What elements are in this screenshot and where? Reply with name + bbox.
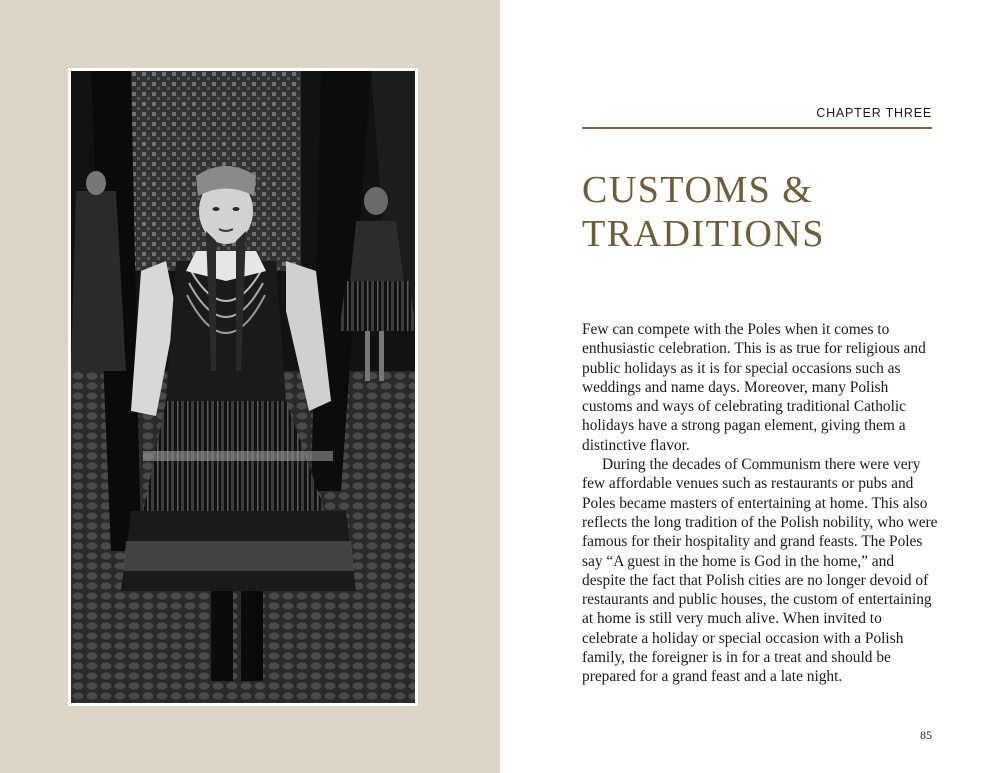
folk-costume-photo — [71, 71, 415, 703]
right-page — [500, 0, 1000, 773]
chapter-title-line-2: TRADITIONS — [582, 213, 825, 255]
photo-frame — [68, 68, 418, 706]
chapter-label: CHAPTER THREE — [816, 106, 932, 120]
chapter-rule — [582, 127, 932, 129]
chapter-title — [582, 168, 825, 256]
photo-illustration — [71, 71, 415, 703]
paragraph-1: Few can compete with the Poles when it comes to enthusiastic celebration. This is as true for religious and public holidays as it is for special occasions such as weddings and name days. Moreover, many Polish customs and ways of celebrating traditional Catholic holidays have a strong pagan element, giving them a distinctive flavor. — [582, 321, 926, 454]
page-number: 85 — [920, 728, 932, 742]
body-text — [582, 320, 938, 687]
chapter-title-line-1: CUSTOMS & — [582, 169, 814, 211]
paragraph-2: During the decades of Communism there were very few affordable venues such as restaurants or pubs and Poles became masters of entertaining at home. This also reflects the long tradition of the Polish nobility, who were famous for their hospitality and grand feasts. The Poles say “A guest in the home is God in the home,” and despite the fact that Polish cities are no longer devoid of restaurants and public houses, the custom of entertaining at home is still very much alive. When invited to celebrate a holiday or special occasion with a Polish family, the foreigner is in for a treat and should be prepared for a grand feast and a late night. — [582, 456, 938, 686]
